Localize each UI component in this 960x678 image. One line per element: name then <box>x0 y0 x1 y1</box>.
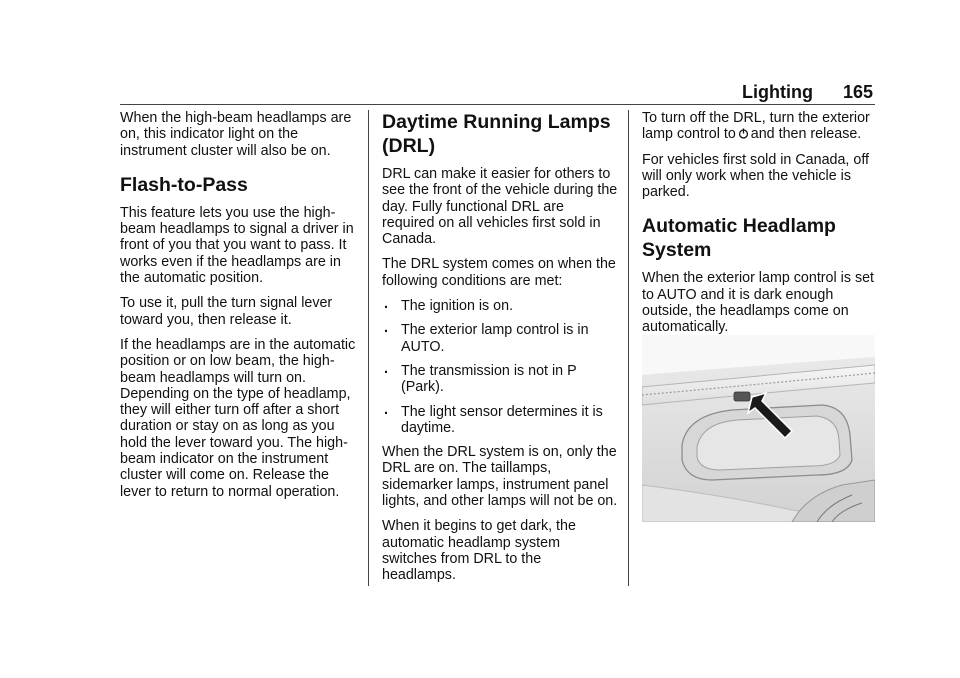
drl-conditions-list <box>382 298 618 436</box>
page-header <box>120 82 875 105</box>
drl-off-text-before: To turn off the DRL, turn the exterior lamp control to <box>642 110 870 143</box>
column-middle <box>382 110 618 593</box>
list-item: . The light sensor determines it is daytime. <box>382 404 618 437</box>
drl-paragraph-3: When the DRL system is on, only the DRL are on. The taillamps, sidemarker lamps, instrument panel lights, and other lamps will not be on. <box>382 444 618 510</box>
page-number: 165 <box>842 82 873 102</box>
automatic-headlamp-paragraph: When the exterior lamp control is set to AUTO and it is dark enough outside, the headlamps come on automatically. <box>642 270 875 336</box>
list-item: . The ignition is on. <box>382 298 618 314</box>
drl-off-text-after: and then release. <box>750 126 862 143</box>
flash-paragraph-3: If the headlamps are in the automatic position or on low beam, the high-beam headlamps will turn on. Depending on the type of headlamp, they will either turn off after a short duration or stay on as long as you hold the lever toward you. The high-beam indicator on the instrument cluster will come on. Release the lever to return to normal operation. <box>120 336 356 500</box>
column-right <box>642 110 878 345</box>
column-divider <box>368 110 369 586</box>
drl-off-paragraph <box>642 110 878 143</box>
section-title: Lighting <box>742 82 813 102</box>
list-item: . The exterior lamp control is in AUTO. <box>382 322 618 355</box>
column-left <box>120 110 356 509</box>
drl-heading: Daytime Running Lamps (DRL) <box>382 111 611 157</box>
list-item: . The transmission is not in P (Park). <box>382 363 618 396</box>
flash-paragraph-1: This feature lets you use the high-beam headlamps to signal a driver in front of you that you want to pass. It works even if the headlamps are in the automatic position. <box>120 204 354 287</box>
flash-paragraph-2: To use it, pull the turn signal lever toward you, then release it. <box>120 295 333 328</box>
power-off-icon <box>738 126 749 142</box>
intro-paragraph: When the high-beam headlamps are on, this indicator light on the instrument cluster will also be on. <box>120 110 352 159</box>
flash-to-pass-heading: Flash-to-Pass <box>120 173 248 196</box>
automatic-headlamp-heading: Automatic Headlamp System <box>642 215 836 262</box>
light-sensor-photo <box>642 335 875 522</box>
column-divider <box>628 110 629 586</box>
drl-paragraph-4: When it begins to get dark, the automatic headlamp system switches from DRL to the headlamps. <box>382 518 576 584</box>
drl-paragraph-2: The DRL system comes on when the following conditions are met: <box>382 256 616 289</box>
drl-paragraph-1: DRL can make it easier for others to see the front of the vehicle during the day. Fully functional DRL are required on all vehicles first sold in Canada. <box>382 166 618 248</box>
canada-paragraph: For vehicles first sold in Canada, off will only work when the vehicle is parked. <box>642 151 870 201</box>
